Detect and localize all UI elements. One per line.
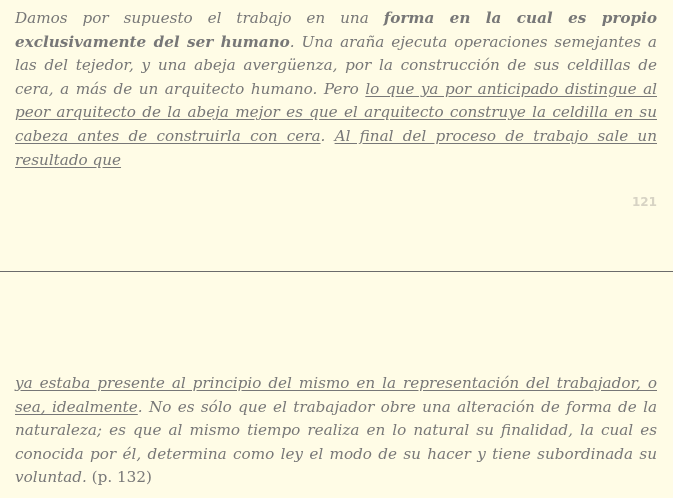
text-segment: Damos por supuesto el trabajo en una: [15, 9, 384, 27]
text-segment: .: [320, 126, 335, 145]
underlined-phrase: ya estaba presente al principio del mismo en la representación del trabajador, o sea, idealmente: [15, 374, 657, 416]
text-segment: . No es sólo que el trabajador obre una alteración de forma de la naturaleza; es que al mismo tiempo realiza en lo natural su finalidad, la cual es conocida por él, determina como ley el modo de su hacer y tiene subordinada su voluntad.: [15, 397, 657, 487]
bold-phrase: forma en la cual es propio exclusivamente del ser humano: [15, 9, 657, 51]
underlined-phrase: lo que ya por anticipado distingue al peor arquitecto de la abeja mejor es que el arquitecto construye la celdilla en su cabeza antes de construirla con cera: [15, 79, 657, 145]
page-divider: [0, 271, 673, 272]
quote-paragraph-bottom: [15, 372, 657, 490]
text-segment: . Una araña ejecuta operaciones semejantes a las del tejedor, y una abeja avergüenza, por la construcción de sus celdillas de cera, a más de un arquitecto humano. Pero: [15, 32, 657, 98]
quote-paragraph-top: [15, 7, 657, 172]
citation: (p. 132): [86, 468, 152, 487]
page-number: 121: [631, 195, 657, 209]
underlined-phrase: Al final del proceso de trabajo sale un resultado que: [15, 126, 657, 169]
